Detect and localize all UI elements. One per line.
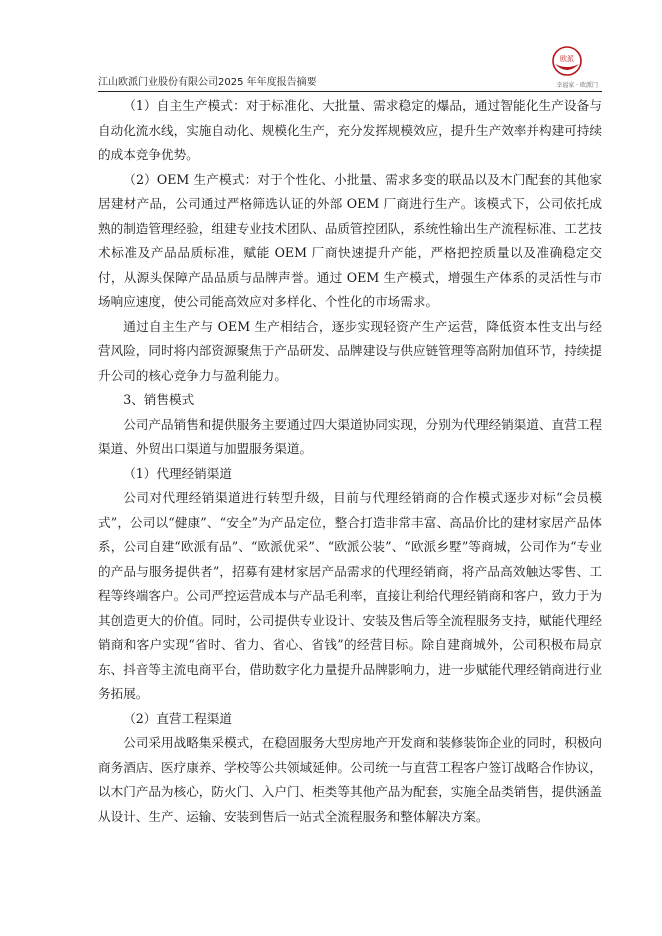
paragraph-production-summary: 通过自主生产与 OEM 生产相结合，逐步实现轻资产生产运营，降低资本性支出与经营风险，同时将内部资源聚焦于产品研发、品牌建设与供应链管理等高附加值环节，持续提升公司的核心竞争力与盈利能力。 [98, 318, 602, 383]
section-heading-sales-model: 3、销售模式 [123, 392, 195, 407]
subheading-agency-channel: （1）代理经销渠道 [123, 465, 232, 481]
logo-text: 欧派 [560, 55, 574, 63]
paragraph-sales-overview: 公司产品销售和提供服务主要通过四大渠道协同实现，分别为代理经销渠道、直营工程渠道、外贸出口渠道与加盟服务渠道。 [98, 416, 602, 456]
paragraph-self-production: （1）自主生产模式：对于标准化、大批量、需求稳定的爆品，通过智能化生产设备与自动化流水线，实施自动化、规模化生产，充分发挥规模效应，提升生产效率并构建可持续的成本竞争优势。 [98, 98, 602, 162]
paragraph-direct-engineering: 公司采用战略集采模式，在稳固服务大型房地产开发商和装修装饰企业的同时，积极向商务酒店、医疗康养、学校等公共领域延伸。公司统一与直营工程客户签订战略合作协议，以木门产品为核心，防火门、入户门、柜类等其他产品为配套，实施全品类销售，提供涵盖从设计、生产、运输、安装到售后一站式全流程服务和整体解决方案。 [98, 735, 602, 824]
company-logo [552, 46, 582, 76]
document-body [98, 94, 602, 829]
subheading-direct-engineering: （2）直营工程渠道 [123, 710, 232, 726]
header-divider [98, 91, 602, 92]
paragraph-agency-channel: 公司对代理经销渠道进行转型升级，目前与代理经销商的合作模式逐步对标“会员模式”，公司以“健康”、“安全”为产品定位，整合打造非常丰富、高品价比的建材家居产品体系，公司自建“欧派有品”、“欧派优采”、“欧派公装”、“欧派乡墅”等商城，公司作为“专业的产品与服务提供者”，招募有建材家居产品需求的代理经销商，将产品高效触达零售、工程等终端客户。公司严控运营成本与产品毛利率，直接让利给代理经销商和客户，致力于为其创造更大的价值。同时，公司提供专业设计、安装及售后等全流程服务支持，赋能代理经销商和客户实现“省时、省力、省心、省钱”的经营目标。除自建商城外，公司积极布局京东、抖音等主流电商平台，借助数字化力量提升品牌影响力，进一步赋能代理经销商进行业务拓展。 [98, 490, 602, 701]
slogan: 幸福家 · 欧派门 [556, 82, 598, 89]
paragraph-oem-production: （2）OEM 生产模式：对于个性化、小批量、需求多变的联品以及木门配套的其他家居建材产品，公司通过严格筛选认证的外部 OEM 厂商进行生产。该模式下，公司依托成熟的制造管理经验，组建专业技术团队、品质管控团队，系统性输出生产流程标准、工艺技术标准及产品品质标准，赋能 OEM 厂商快速提升产能，严格把控质量以及准确稳定交付，从源头保障产品品质与品牌声誉。通过 OEM 生产模式，增强生产体系的灵活性与市场响应速度，使公司能高效应对多样化、个性化的市场需求。 [98, 171, 602, 309]
page-header [98, 46, 602, 92]
report-title: 江山欧派门业股份有限公司2025 年年度报告摘要 [98, 77, 317, 88]
